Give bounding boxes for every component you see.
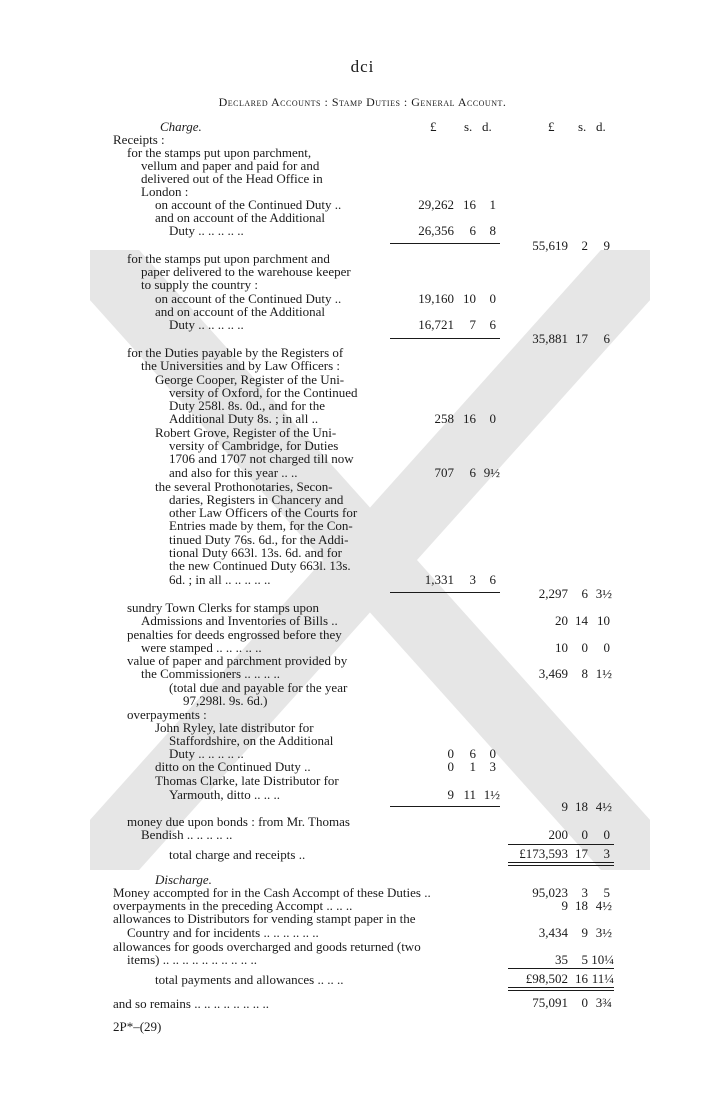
total-pence: 0 xyxy=(603,640,610,655)
total-shillings: 18 xyxy=(575,898,588,913)
amount-shillings: 6 xyxy=(469,465,476,480)
amount-pounds: 16,721 xyxy=(418,317,454,332)
text-line: to supply the country : xyxy=(141,277,258,292)
grand-total-pence: 3 xyxy=(603,846,610,861)
text-line: Thomas Clarke, late Distributor for xyxy=(155,773,339,788)
text-line: other Law Officers of the Courts for xyxy=(169,505,358,520)
amount-pounds: 0 xyxy=(447,759,454,774)
total-shillings: 5 xyxy=(581,952,588,967)
text-line: daries, Registers in Chancery and xyxy=(169,492,344,507)
text-line: delivered out of the Head Office in xyxy=(141,171,323,186)
amount-pence: 6 xyxy=(489,572,496,587)
text-line: sundry Town Clerks for stamps upon xyxy=(127,600,320,615)
amount-pence: 3 xyxy=(489,759,496,774)
rule xyxy=(508,968,614,969)
amount-shillings: 1 xyxy=(469,759,476,774)
text-line: Duty 258l. 8s. 0d., and for the xyxy=(169,398,325,413)
text-line: 1706 and 1707 not charged till now xyxy=(169,451,354,466)
discharge-title: Discharge. xyxy=(155,872,212,887)
amount-pounds: 707 xyxy=(434,465,454,480)
charge-title: Charge. xyxy=(160,119,202,134)
total-shillings: 17 xyxy=(575,331,588,346)
total-shillings: 18 xyxy=(575,799,588,814)
text-line: Entries made by them, for the Con- xyxy=(169,518,353,533)
text-line: George Cooper, Register of the Uni- xyxy=(155,372,345,387)
text-line: John Ryley, late distributor for xyxy=(155,720,314,735)
col-pound-2: £ xyxy=(548,119,555,134)
text-line: the Universities and by Law Officers : xyxy=(141,358,341,373)
total-pence: 10 xyxy=(597,613,610,628)
text-line: for the Duties payable by the Registers of xyxy=(127,345,344,360)
text-line: were stamped .. .. .. .. .. xyxy=(141,640,262,655)
text-line: the several Prothonotaries, Secon- xyxy=(155,479,333,494)
rule xyxy=(390,243,500,244)
text-line: versity of Cambridge, for Duties xyxy=(169,438,339,453)
text-line: 6d. ; in all .. .. .. .. .. xyxy=(169,572,271,587)
text-line: tinued Duty 76s. 6d., for the Addi- xyxy=(169,532,349,547)
total-shillings: 14 xyxy=(575,613,588,628)
page-heading: Declared Accounts : Stamp Duties : General Account. xyxy=(218,95,507,109)
text-line: on account of the Continued Duty .. xyxy=(155,291,342,306)
text-line: and on account of the Additional xyxy=(155,304,326,319)
text-line: items) .. .. .. .. .. .. .. .. .. .. xyxy=(127,952,257,967)
total-pounds: 10 xyxy=(555,640,568,655)
text-line: London : xyxy=(141,184,189,199)
col-pence-2: d. xyxy=(596,119,606,134)
total-pounds: 35,881 xyxy=(532,331,568,346)
text-line: (total due and payable for the year xyxy=(169,680,348,695)
text-line: the new Continued Duty 663l. 13s. xyxy=(169,558,351,573)
col-pence-1: d. xyxy=(482,119,492,134)
text-line: allowances for goods overcharged and goods returned (two xyxy=(113,939,421,954)
total-pounds: 55,619 xyxy=(532,238,568,253)
amount-pounds: 19,160 xyxy=(418,291,454,306)
total-pence: 3½ xyxy=(595,586,612,601)
total-pence: 1½ xyxy=(595,666,612,681)
text-line: Robert Grove, Register of the Uni- xyxy=(155,425,337,440)
total-pence: 9 xyxy=(603,238,610,253)
total-pounds: 2,297 xyxy=(538,586,568,601)
text-line: Bendish .. .. .. .. .. xyxy=(141,827,233,842)
total-pence: 6 xyxy=(603,331,610,346)
total-pence: 5 xyxy=(603,885,610,900)
text-line: and also for this year .. .. xyxy=(169,465,298,480)
remains-shillings: 0 xyxy=(581,995,588,1010)
text-line: allowances to Distributors for vending stampt paper in the xyxy=(113,911,416,926)
total-pence: 4½ xyxy=(595,799,612,814)
discharge-total-shillings: 16 xyxy=(575,971,588,986)
rule xyxy=(508,844,614,845)
amount-pounds: 258 xyxy=(434,411,454,426)
total-shillings: 8 xyxy=(581,666,588,681)
amount-pounds: 26,356 xyxy=(418,223,454,238)
total-shillings: 9 xyxy=(581,925,588,940)
text-line: Money accompted for in the Cash Accompt of these Duties .. xyxy=(113,885,431,900)
total-shillings: 0 xyxy=(581,640,588,655)
total-pounds: 20 xyxy=(555,613,568,628)
amount-pence: 9½ xyxy=(483,465,500,480)
text-line: Admissions and Inventories of Bills .. xyxy=(141,613,338,628)
amount-pence: 8 xyxy=(489,223,496,238)
amount-shillings: 16 xyxy=(463,411,476,426)
rule xyxy=(390,338,500,339)
text-line: Country and for incidents .. .. .. .. .. .. xyxy=(127,925,319,940)
amount-pounds: 1,331 xyxy=(424,572,454,587)
overpayments-label: overpayments : xyxy=(127,707,207,722)
amount-pence: 6 xyxy=(489,317,496,332)
text-line: overpayments in the preceding Accompt .. .. .. xyxy=(113,898,353,913)
total-pounds: 35 xyxy=(555,952,568,967)
double-rule xyxy=(508,987,614,991)
text-line: and on account of the Additional xyxy=(155,210,326,225)
amount-pence: 0 xyxy=(489,291,496,306)
total-pounds: 9 xyxy=(561,898,568,913)
total-pence: 3½ xyxy=(595,925,612,940)
text-line: Duty .. .. .. .. .. xyxy=(169,746,244,761)
amount-shillings: 7 xyxy=(469,317,476,332)
total-pounds: 3,469 xyxy=(538,666,568,681)
total-pounds: 3,434 xyxy=(538,925,568,940)
amount-shillings: 6 xyxy=(469,223,476,238)
total-shillings: 6 xyxy=(581,586,588,601)
text-line: Additional Duty 8s. ; in all .. xyxy=(169,411,319,426)
col-shilling-2: s. xyxy=(578,119,587,134)
amount-pounds: 29,262 xyxy=(418,197,454,212)
discharge-total-pounds: £98,502 xyxy=(525,971,568,986)
total-charge-label: total charge and receipts .. xyxy=(169,847,306,862)
amount-pounds: 9 xyxy=(447,787,454,802)
text-line: on account of the Continued Duty .. xyxy=(155,197,342,212)
amount-pounds: 0 xyxy=(447,746,454,761)
text-line: Yarmouth, ditto .. .. .. xyxy=(169,787,280,802)
amount-pence: 0 xyxy=(489,746,496,761)
remains-pounds: 75,091 xyxy=(532,995,568,1010)
amount-pence: 1 xyxy=(489,197,496,212)
total-shillings: 3 xyxy=(581,885,588,900)
total-shillings: 2 xyxy=(581,238,588,253)
text-line: the Commissioners .. .. .. .. xyxy=(141,666,281,681)
total-pence: 10¼ xyxy=(591,952,614,967)
total-payments-label: total payments and allowances .. .. .. xyxy=(155,972,344,987)
total-pounds: 95,023 xyxy=(532,885,568,900)
footer-signature: 2P*–(29) xyxy=(113,1019,162,1034)
text-line: for the stamps put upon parchment, xyxy=(127,145,312,160)
total-pence: 4½ xyxy=(595,898,612,913)
page-number: dci xyxy=(350,57,375,76)
text-line: for the stamps put upon parchment and xyxy=(127,251,330,266)
amount-pence: 1½ xyxy=(483,787,500,802)
text-line: 97,298l. 9s. 6d.) xyxy=(183,693,268,708)
text-line: value of paper and parchment provided by xyxy=(127,653,348,668)
text-line: Staffordshire, on the Additional xyxy=(169,733,334,748)
remains-pence: 3¾ xyxy=(595,995,612,1010)
discharge-total-pence: 11¼ xyxy=(591,971,614,986)
rule xyxy=(390,592,500,593)
text-line: penalties for deeds engrossed before they xyxy=(127,627,342,642)
amount-pence: 0 xyxy=(489,411,496,426)
grand-total-pounds: £173,593 xyxy=(519,846,568,861)
text-line: vellum and paper and paid for and xyxy=(141,158,320,173)
text-line: ditto on the Continued Duty .. xyxy=(155,759,311,774)
text-line: versity of Oxford, for the Continued xyxy=(169,385,358,400)
text-line: tional Duty 663l. 13s. 6d. and for xyxy=(169,545,342,560)
text-line: Duty .. .. .. .. .. xyxy=(169,317,244,332)
total-pounds: 9 xyxy=(561,799,568,814)
remains-label: and so remains .. .. .. .. .. .. .. .. xyxy=(113,996,269,1011)
amount-shillings: 6 xyxy=(469,746,476,761)
amount-shillings: 16 xyxy=(463,197,476,212)
amount-shillings: 3 xyxy=(469,572,476,587)
grand-total-shillings: 17 xyxy=(575,846,588,861)
amount-shillings: 10 xyxy=(463,291,476,306)
total-shillings: 0 xyxy=(581,827,588,842)
total-pounds: 200 xyxy=(548,827,568,842)
text-line: Duty .. .. .. .. .. xyxy=(169,223,244,238)
col-shilling-1: s. xyxy=(464,119,473,134)
rule xyxy=(390,806,500,807)
text-line: paper delivered to the warehouse keeper xyxy=(141,264,351,279)
receipts-label: Receipts : xyxy=(113,132,165,147)
text-line: money due upon bonds : from Mr. Thomas xyxy=(127,814,350,829)
amount-shillings: 11 xyxy=(463,787,476,802)
double-rule xyxy=(508,862,614,866)
total-pence: 0 xyxy=(603,827,610,842)
col-pound-1: £ xyxy=(430,119,437,134)
